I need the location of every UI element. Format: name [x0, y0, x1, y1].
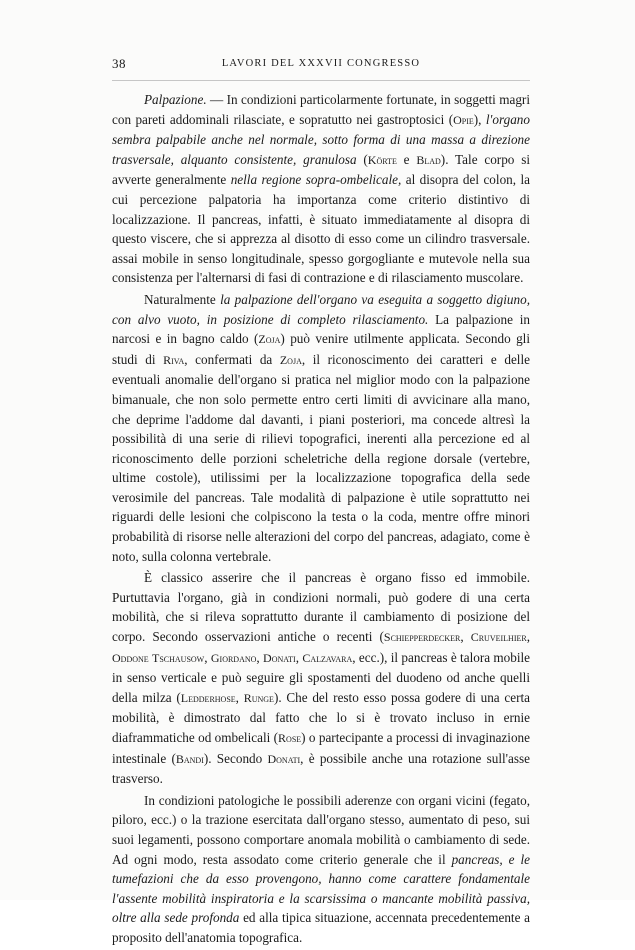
author-name: Ledderhose: [180, 690, 236, 705]
italic-text: nella regione sopra-ombelicale,: [230, 172, 402, 188]
text-run: ed alla tipica situazione, accennata precedentemente a proposito dell'anatomia topografica.: [112, 910, 530, 945]
text-run: È classico asserire che il pancreas è organo fisso ed immobile. Purtuttavia l'organo, già in condizioni normali, può godere di una certa mobilità, che si rileva soprattutto durante il cambiamento di posizione del corpo. Secondo osservazioni antiche o recenti (: [112, 570, 530, 645]
author-name: Opie: [453, 112, 474, 127]
author-name: Tschausow: [152, 650, 205, 665]
author-name: Donati: [267, 751, 301, 766]
author-name: Bandi: [175, 751, 204, 766]
text-run: ,: [526, 629, 531, 645]
text-run: In condizioni patologiche le possibili aderenze con organi vicini (fegato, piloro, ecc.) o la trazione esercitata dall'organo stesso, aumentato di peso, sui suoi legamenti, possono comportare anomala mobilità o cambiamento di sede. Ad ogni modo, resta assodato come criterio generale che il: [112, 792, 530, 867]
author-name: Cruveilhier: [470, 630, 527, 645]
paragraph-mobilita: [112, 568, 530, 789]
author-name: Donati: [263, 650, 296, 665]
header-rule: [112, 80, 530, 81]
paragraph-palpazione: [112, 90, 530, 288]
author-name: Oddone: [112, 650, 149, 665]
author-name: Giordano: [210, 650, 257, 665]
paragraph-condizioni-patologiche: [112, 791, 530, 948]
paragraph-naturalmente: [112, 290, 530, 566]
running-title: LAVORI DEL XXXVII CONGRESSO: [221, 58, 421, 69]
author-name: Körte: [367, 152, 397, 167]
author-name: Zoja: [258, 332, 281, 347]
text-run: , il riconoscimento dei caratteri e delle eventuali anomalie dell'organo si pratica nel miglior modo con la palpazione bimanuale, che non solo permette entro certi limiti di avvicinare alla mano, che deprime l'addome dal davanti, i piani posteriori, ma concede altresì la possibilità di una serie di rilievi topografici, inerenti alla percezione ed al riconoscimento delle porzioni scheletriche della regione dorsale (vertebre, ultime costole), utilissimi per la localizzazione topografica della sede verosimile del pancreas. Tale modalità di palpazione è utile soprattutto nei riguardi delle lesioni che colpiscono la testa o la coda, mentre offre minori probabilità di risorse nelle alterazioni del corpo del pancreas, adagiato, come è noto, sulla colonna vertebrale.: [112, 351, 530, 564]
text-run: , è possibile anche una rotazione sull'asse trasverso.: [112, 750, 530, 787]
author-name: Schiepperdecker: [383, 630, 461, 645]
body-text: [112, 90, 530, 950]
author-name: Rose: [278, 731, 302, 745]
text-run: ) può venire utilmente applicata. Secondo gli studi di: [112, 331, 530, 367]
text-run: La palpazione in narcosi e in bagno caldo (: [112, 311, 530, 347]
text-run: al disopra del colon, la cui percezione palpatoria ha importanza come criterio distintivo di localizzazione. Il pancreas, infatti, è situato immediatamente al disopra di questo viscere, che si apprezza al disotto di esso come un cilindro trasversale. assai mobile in senso longitudinale, spesso gorgogliante e mutevole nella sua consistenza per l'alternarsi di fasi di contrazione e di rilasciamento muscolare.: [112, 172, 530, 286]
text-run: ) o partecipante a processi di invaginazione intestinale (: [112, 730, 530, 766]
italic-text: pancreas, e le tumefazioni che da esso provengono, hanno come carattere fondamentale l'assente mobilità inspiratoria e la scarsissima o mancante mobilità passiva, oltre alla sede profonda: [112, 851, 530, 926]
page-header: [112, 56, 530, 76]
text-run: ). Secondo: [203, 750, 268, 766]
text-run: ,: [256, 649, 264, 665]
text-run: , confermati da: [184, 351, 280, 367]
text-run: ). Tale corpo si avverte generalmente: [112, 151, 530, 188]
author-name: Blad: [416, 152, 441, 167]
text-run: ,: [235, 689, 244, 705]
author-name: Zoja: [279, 352, 302, 367]
italic-text: la palpazione dell'organo va eseguita a soggetto digiuno, con alvo vuoto, in posizione di completo rilasciamento.: [112, 291, 530, 327]
author-name: Runge: [243, 690, 274, 705]
page-number: 38: [112, 56, 126, 71]
text-run: (: [356, 151, 368, 167]
text-run: — In condizioni particolarmente fortunate, in soggetti magri con pareti addominali rilasciate, e sopratutto nei gastroptosici (: [112, 92, 530, 127]
text-run: ),: [473, 111, 486, 127]
text-run: , ecc.), il pancreas è talora mobile in senso verticale e può seguire gli spostamenti del duodeno od anche quelli della milza (: [112, 649, 531, 705]
author-name: Riva: [163, 352, 185, 367]
italic-text: Palpazione.: [144, 92, 207, 107]
italic-text: l'organo sembra palpabile anche nel normale, sotto forma di una massa a direzione trasversale, alquanto consistente, granulosa: [112, 111, 530, 167]
text-run: ,: [204, 649, 211, 665]
text-run: e: [396, 151, 417, 167]
text-run: ). Che del resto esso possa godere di una certa mobilità, è dimostrato dal fatto che lo si è trovato incluso in ernie diaframmatiche od ombelicali (: [112, 689, 530, 745]
text-run: ,: [460, 629, 471, 645]
text-run: Naturalmente: [144, 291, 221, 307]
text-run: ,: [295, 649, 303, 665]
author-name: Calzavara: [302, 650, 353, 665]
